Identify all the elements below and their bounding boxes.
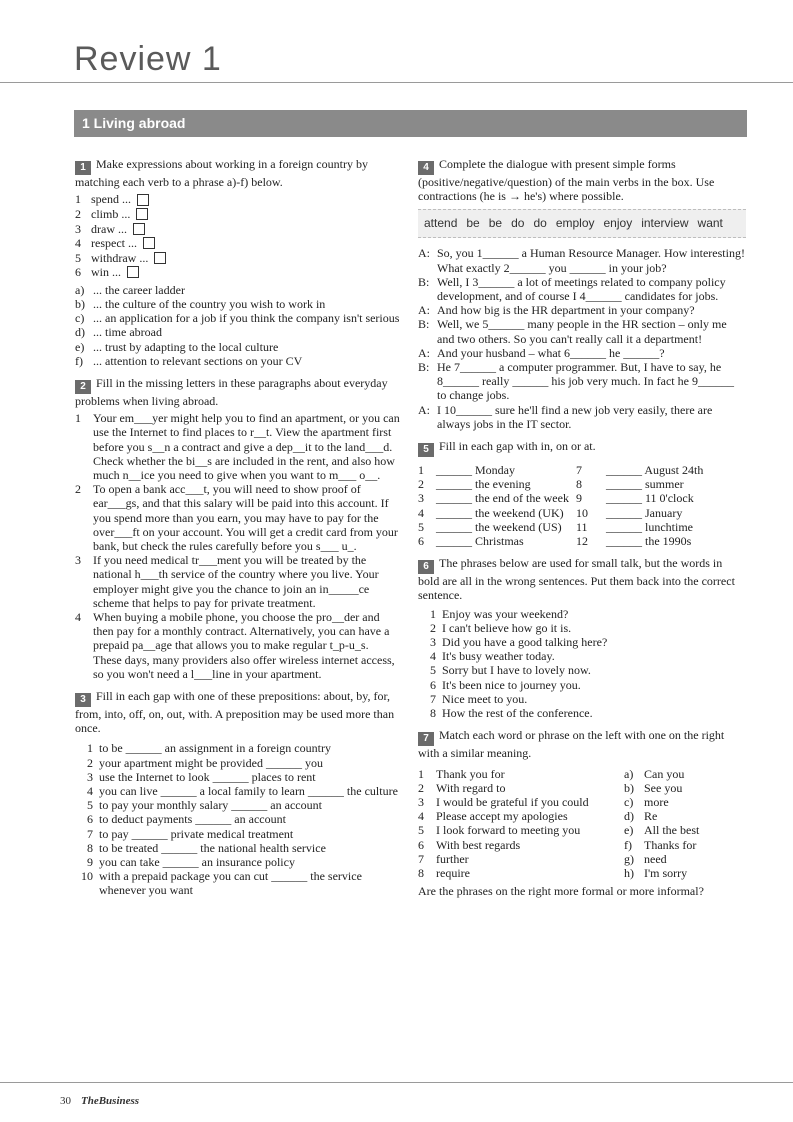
word-box-item: be bbox=[466, 216, 480, 231]
item-number: 8 bbox=[430, 706, 436, 721]
right-phrase: need bbox=[644, 851, 667, 866]
exercise-1 bbox=[75, 157, 400, 368]
sentence-text[interactable]: you can live ______ a local family to learn ______ the culture bbox=[99, 784, 398, 799]
item-number: 1 bbox=[418, 766, 424, 781]
dialogue-line bbox=[418, 360, 746, 403]
item-number: 2 bbox=[430, 620, 436, 635]
phrase-row bbox=[75, 283, 400, 297]
item-number: 4 bbox=[418, 505, 424, 520]
sentence-text[interactable]: to be treated ______ the national health service bbox=[99, 840, 326, 855]
sentence-row bbox=[75, 869, 400, 897]
instruction-text: Complete the dialogue with present simple forms (positive/negative/question) of the main verbs in the box. Use contractions (he is → he's) where possible. bbox=[418, 157, 715, 204]
sentence-row bbox=[75, 770, 400, 784]
verb-text: draw ... bbox=[91, 221, 127, 236]
item-number: 1 bbox=[87, 741, 93, 756]
paragraph-item bbox=[75, 482, 400, 553]
verb-row bbox=[75, 236, 400, 251]
item-number: 3 bbox=[87, 769, 93, 784]
right-letter: a) bbox=[624, 766, 634, 781]
word-box-item: employ bbox=[555, 216, 595, 231]
speaker-label: A: bbox=[418, 246, 430, 261]
paragraph-text[interactable]: If you need medical tr___ment you will be treated by the national h___th service of the country where you live. Your employer might give you the chance to join an in_____ce scheme that helps to pay for private treatment. bbox=[93, 553, 379, 610]
left-phrase: Please accept my apologies bbox=[436, 809, 568, 824]
item-number: 4 bbox=[75, 610, 81, 625]
paragraph-list bbox=[75, 411, 400, 681]
item-number: 5 bbox=[418, 823, 424, 838]
verb-row bbox=[75, 221, 400, 236]
exercise-6-instruction bbox=[418, 556, 746, 602]
sentence-text[interactable]: Nice meet to you. bbox=[442, 691, 528, 706]
item-number: 2 bbox=[418, 477, 424, 492]
dialogue-line bbox=[418, 246, 746, 274]
dialogue-text[interactable]: Well, I 3______ a lot of meetings related to company policy development, and of course I 4______ candidates for jobs. bbox=[437, 274, 726, 304]
phrase-row bbox=[75, 354, 400, 368]
right-phrase: Thanks for bbox=[644, 837, 697, 852]
sentence-row bbox=[418, 706, 746, 720]
answer-box[interactable] bbox=[137, 194, 149, 206]
gap-phrase[interactable]: ______ the 1990s bbox=[606, 534, 692, 549]
right-letter: g) bbox=[624, 851, 634, 866]
dialogue bbox=[418, 246, 746, 431]
exercise-4-instruction bbox=[418, 157, 746, 203]
item-number: 6 bbox=[87, 812, 93, 827]
phrase-letter: d) bbox=[75, 325, 85, 340]
answer-box[interactable] bbox=[127, 266, 139, 278]
item-number: 7 bbox=[430, 691, 436, 706]
phrase-text: ... an application for a job if you think the company isn't serious bbox=[93, 311, 400, 326]
item-number: 3 bbox=[430, 635, 436, 650]
item-number: 7 bbox=[576, 463, 582, 478]
sentence-row bbox=[418, 621, 746, 635]
left-phrase: require bbox=[436, 865, 470, 880]
paragraph-text[interactable]: To open a bank acc___t, you will need to show proof of ear___gs, and that this salary will be paid into this account. If you spend more than you earn, you may have to pay for the over___ft on your account. You will get a credit card from your bank, but check the rules carefully before you s___ u_. bbox=[93, 482, 398, 554]
item-number: 4 bbox=[75, 236, 81, 251]
publication-brand: TheBusiness bbox=[81, 1095, 140, 1107]
item-number: 1 bbox=[418, 463, 424, 478]
phrase-letter: a) bbox=[75, 282, 85, 297]
item-number: 3 bbox=[418, 491, 424, 506]
item-number: 3 bbox=[418, 794, 424, 809]
word-box-item: attend bbox=[424, 216, 458, 231]
sentence-text[interactable]: Sorry but I have to lovely now. bbox=[442, 663, 591, 678]
sentence-text[interactable]: use the Internet to look ______ places to rent bbox=[99, 769, 316, 784]
gap-phrase[interactable]: ______ Monday bbox=[436, 463, 515, 478]
preposition-list bbox=[75, 741, 400, 897]
phrase-letter: e) bbox=[75, 339, 85, 354]
verb-row bbox=[75, 207, 400, 222]
item-number: 4 bbox=[418, 809, 424, 824]
sentence-text[interactable]: with a prepaid package you can cut ______ the service whenever you want bbox=[99, 869, 362, 898]
speaker-label: B: bbox=[418, 360, 430, 375]
dialogue-line bbox=[418, 346, 746, 360]
sentence-text[interactable]: to be ______ an assignment in a foreign country bbox=[99, 741, 331, 756]
paragraph-item bbox=[75, 411, 400, 482]
dialogue-text[interactable]: And your husband – what 6______ he ______? bbox=[437, 345, 665, 360]
right-phrase: See you bbox=[644, 780, 683, 795]
title-divider bbox=[0, 82, 793, 83]
left-phrase: I look forward to meeting you bbox=[436, 823, 581, 838]
section-title: 1 Living abroad bbox=[82, 115, 186, 131]
sentence-row bbox=[418, 692, 746, 706]
right-letter: c) bbox=[624, 794, 634, 809]
left-phrase: With best regards bbox=[436, 837, 521, 852]
exercise-7-question: Are the phrases on the right more formal or more informal? bbox=[418, 884, 704, 899]
answer-box[interactable] bbox=[133, 223, 145, 235]
exercise-number-badge: 7 bbox=[418, 732, 434, 746]
verb-text: respect ... bbox=[91, 236, 137, 251]
sentence-row bbox=[418, 663, 746, 677]
sentence-row bbox=[75, 784, 400, 798]
word-box-item: do bbox=[511, 216, 525, 231]
gap-phrase[interactable]: ______ the end of the week bbox=[436, 491, 569, 506]
dialogue-text[interactable]: He 7______ a computer programmer. But, I have to say, he 8______ really ______ his job very much. In fact he 9______ to change jobs. bbox=[437, 360, 734, 403]
gap-phrase[interactable]: ______ summer bbox=[606, 477, 684, 492]
dialogue-text[interactable]: I 10______ sure he'll find a new job very easily, there are always jobs in the IT sector. bbox=[437, 402, 713, 431]
paragraph-text[interactable]: When buying a mobile phone, you choose the pro__der and then pay for a monthly contract. Alternatively, you can have a prepaid pa__age that allows you to make regular t_p-u_s. These days, many providers also offer wireless internet access, so you won't need a l___line in your apartment. bbox=[93, 610, 395, 681]
sentence-text[interactable]: you can take ______ an insurance policy bbox=[99, 855, 295, 870]
gap-phrase[interactable]: ______ the evening bbox=[436, 477, 531, 492]
gap-phrase[interactable]: ______ the weekend (UK) bbox=[436, 505, 564, 520]
phrase-text: ... the culture of the country you wish to work in bbox=[93, 296, 326, 311]
sentence-text[interactable]: How the rest of the conference. bbox=[442, 706, 593, 721]
item-number: 2 bbox=[75, 206, 81, 221]
item-number: 7 bbox=[87, 826, 93, 841]
right-phrase: Can you bbox=[644, 766, 685, 781]
sentence-row bbox=[75, 798, 400, 812]
exercise-number-badge: 3 bbox=[75, 693, 91, 707]
item-number: 3 bbox=[75, 221, 81, 236]
exercise-5-instruction bbox=[418, 439, 746, 457]
exercise-number-badge: 2 bbox=[75, 380, 91, 394]
page-number: 30 bbox=[60, 1095, 71, 1107]
sentence-text[interactable]: Did you have a good talking here? bbox=[442, 635, 608, 650]
word-box-item: be bbox=[488, 216, 503, 231]
sentence-row bbox=[418, 649, 746, 663]
phrase-text: ... trust by adapting to the local culture bbox=[93, 339, 279, 354]
dialogue-text[interactable]: So, you 1______ a Human Resource Manager. How interesting! What exactly 2______ you ______ in your job? bbox=[437, 246, 745, 275]
left-phrase: further bbox=[436, 851, 469, 866]
gap-phrase[interactable]: ______ August 24th bbox=[606, 463, 704, 478]
sentence-text[interactable]: your apartment might be provided ______ you bbox=[99, 755, 323, 770]
item-number: 8 bbox=[576, 477, 582, 492]
instruction-text: Make expressions about working in a foreign country by matching each verb to a phrase a)-f) below. bbox=[75, 157, 368, 189]
item-number: 1 bbox=[75, 192, 81, 207]
exercise-1-instruction bbox=[75, 157, 400, 189]
item-number: 1 bbox=[430, 606, 436, 621]
sentence-row bbox=[75, 756, 400, 770]
word-box-item: want bbox=[697, 216, 723, 231]
dialogue-line bbox=[418, 275, 746, 303]
answer-box[interactable] bbox=[154, 252, 166, 264]
instruction-text: The phrases below are used for small talk, but the words in bold are all in the wrong sentences. Put them back into the correct sentence. bbox=[418, 556, 735, 603]
left-column bbox=[75, 157, 400, 906]
right-phrase: Re bbox=[644, 809, 658, 824]
page-footer bbox=[60, 1094, 139, 1108]
item-number: 8 bbox=[418, 865, 424, 880]
right-letter: e) bbox=[624, 823, 634, 838]
time-preposition-grid bbox=[418, 463, 746, 548]
phrase-letter: c) bbox=[75, 311, 85, 326]
exercise-7 bbox=[418, 728, 746, 898]
phrase-text: ... attention to relevant sections on your CV bbox=[93, 353, 303, 368]
instruction-text: Fill in each gap with one of these prepositions: about, by, for, from, into, off, on, out, with. A preposition may be used more than once. bbox=[75, 689, 395, 736]
item-number: 6 bbox=[418, 837, 424, 852]
dialogue-text[interactable]: And how big is the HR department in your company? bbox=[437, 303, 695, 318]
gap-phrase[interactable]: ______ 11 0'clock bbox=[606, 491, 694, 506]
sentence-row bbox=[418, 678, 746, 692]
instruction-text: Match each word or phrase on the left with one on the right with a similar meaning. bbox=[418, 728, 725, 761]
phrase-text: ... the career ladder bbox=[93, 282, 185, 297]
gap-phrase[interactable]: ______ January bbox=[606, 505, 683, 520]
gap-phrase[interactable]: ______ Christmas bbox=[436, 534, 524, 549]
sentence-row bbox=[418, 635, 746, 649]
word-box-item: do bbox=[533, 216, 547, 231]
sentence-text[interactable]: I can't believe how go it is. bbox=[442, 620, 572, 635]
sentence-text[interactable]: to pay your monthly salary ______ an account bbox=[99, 798, 322, 813]
dialogue-line bbox=[418, 317, 746, 345]
verb-row bbox=[75, 265, 400, 280]
item-number: 1 bbox=[75, 411, 81, 426]
right-letter: h) bbox=[624, 865, 634, 880]
verb-text: withdraw ... bbox=[91, 250, 149, 265]
sentence-row bbox=[418, 607, 746, 621]
item-number: 10 bbox=[81, 869, 93, 884]
phrase-row bbox=[75, 297, 400, 311]
item-number: 6 bbox=[418, 534, 424, 549]
item-number: 4 bbox=[430, 649, 436, 664]
exercise-2-instruction bbox=[75, 376, 400, 408]
page-title: Review 1 bbox=[74, 40, 222, 78]
sentence-text[interactable]: It's busy weather today. bbox=[442, 649, 555, 664]
verb-list bbox=[75, 192, 400, 280]
phrase-row bbox=[75, 325, 400, 339]
phrase-row bbox=[75, 311, 400, 325]
word-box-item: interview bbox=[641, 216, 689, 231]
exercise-number-badge: 4 bbox=[418, 161, 434, 175]
exercise-3 bbox=[75, 689, 400, 898]
sentence-text[interactable]: It's been nice to journey you. bbox=[442, 677, 581, 692]
item-number: 3 bbox=[75, 553, 81, 568]
sentence-row bbox=[75, 841, 400, 855]
speaker-label: A: bbox=[418, 402, 430, 417]
item-number: 2 bbox=[87, 755, 93, 770]
sentence-row bbox=[75, 741, 400, 755]
exercise-number-badge: 6 bbox=[418, 560, 434, 574]
item-number: 8 bbox=[87, 840, 93, 855]
phrase-letter: b) bbox=[75, 296, 85, 311]
phrase-row bbox=[75, 340, 400, 354]
item-number: 5 bbox=[87, 798, 93, 813]
right-phrase: more bbox=[644, 794, 669, 809]
item-number: 6 bbox=[430, 677, 436, 692]
instruction-text: Fill in the missing letters in these paragraphs about everyday problems when living abroad. bbox=[75, 375, 388, 408]
item-number: 5 bbox=[75, 250, 81, 265]
dialogue-text[interactable]: Well, we 5______ many people in the HR section – only me and two others. So you can't really call it a department! bbox=[437, 317, 727, 346]
gap-phrase[interactable]: ______ lunchtime bbox=[606, 519, 693, 534]
verb-text: win ... bbox=[91, 265, 121, 280]
item-number: 12 bbox=[576, 534, 588, 549]
sentence-row bbox=[75, 827, 400, 841]
right-phrase: I'm sorry bbox=[644, 865, 688, 880]
word-box-item: enjoy bbox=[603, 216, 633, 231]
item-number: 5 bbox=[430, 663, 436, 678]
item-number: 7 bbox=[418, 851, 424, 866]
paragraph-item bbox=[75, 610, 400, 681]
dialogue-line bbox=[418, 303, 746, 317]
sentence-row bbox=[75, 855, 400, 869]
item-number: 11 bbox=[576, 519, 588, 534]
item-number: 10 bbox=[576, 505, 588, 520]
exercise-5 bbox=[418, 439, 746, 548]
speaker-label: B: bbox=[418, 274, 430, 289]
section-header bbox=[74, 110, 747, 137]
footer-divider bbox=[0, 1082, 793, 1083]
sentence-text[interactable]: Enjoy was your weekend? bbox=[442, 606, 569, 621]
item-number: 9 bbox=[576, 491, 582, 506]
verb-row bbox=[75, 251, 400, 266]
item-number: 6 bbox=[75, 265, 81, 280]
dialogue-line bbox=[418, 403, 746, 431]
speaker-label: A: bbox=[418, 345, 430, 360]
exercise-4 bbox=[418, 157, 746, 431]
sentence-text[interactable]: to deduct payments ______ an account bbox=[99, 812, 286, 827]
exercise-7-instruction bbox=[418, 728, 746, 760]
item-number: 2 bbox=[75, 482, 81, 497]
matching-grid bbox=[418, 767, 746, 881]
gap-phrase[interactable]: ______ the weekend (US) bbox=[436, 519, 562, 534]
exercise-6 bbox=[418, 556, 746, 720]
item-number: 5 bbox=[418, 519, 424, 534]
sentence-text[interactable]: to pay ______ private medical treatment bbox=[99, 826, 294, 841]
right-phrase: All the best bbox=[644, 823, 700, 838]
small-talk-list bbox=[418, 607, 746, 721]
left-phrase: Thank you for bbox=[436, 766, 505, 781]
exercise-number-badge: 1 bbox=[75, 161, 91, 175]
phrase-letter: f) bbox=[75, 353, 83, 368]
word-box bbox=[418, 209, 746, 238]
item-number: 9 bbox=[87, 855, 93, 870]
right-column bbox=[418, 157, 746, 906]
exercise-2 bbox=[75, 376, 400, 681]
paragraph-item bbox=[75, 553, 400, 610]
exercise-3-instruction bbox=[75, 689, 400, 735]
left-phrase: With regard to bbox=[436, 780, 506, 795]
right-letter: d) bbox=[624, 809, 634, 824]
instruction-text: Fill in each gap with in, on or at. bbox=[439, 439, 596, 454]
answer-box[interactable] bbox=[143, 237, 155, 249]
right-letter: b) bbox=[624, 780, 634, 795]
answer-box[interactable] bbox=[136, 208, 148, 220]
verb-row bbox=[75, 192, 400, 207]
exercise-number-badge: 5 bbox=[418, 443, 434, 457]
paragraph-text[interactable]: Your em___yer might help you to find an apartment, or you can use the Internet to find places to r__t. View the apartment first before you s__n a contract and give a dep__it to the land___d. Check whether the bi__s are included in the rent, and also how much n__ice you need to give when you want to m___ o__. bbox=[93, 411, 400, 482]
right-letter: f) bbox=[624, 837, 632, 852]
verb-text: spend ... bbox=[91, 192, 131, 207]
speaker-label: A: bbox=[418, 303, 430, 318]
sentence-row bbox=[75, 812, 400, 826]
item-number: 4 bbox=[87, 784, 93, 799]
left-phrase: I would be grateful if you could bbox=[436, 794, 589, 809]
phrase-list bbox=[75, 283, 400, 368]
verb-text: climb ... bbox=[91, 206, 131, 221]
phrase-text: ... time abroad bbox=[93, 325, 162, 340]
speaker-label: B: bbox=[418, 317, 430, 332]
item-number: 2 bbox=[418, 780, 424, 795]
